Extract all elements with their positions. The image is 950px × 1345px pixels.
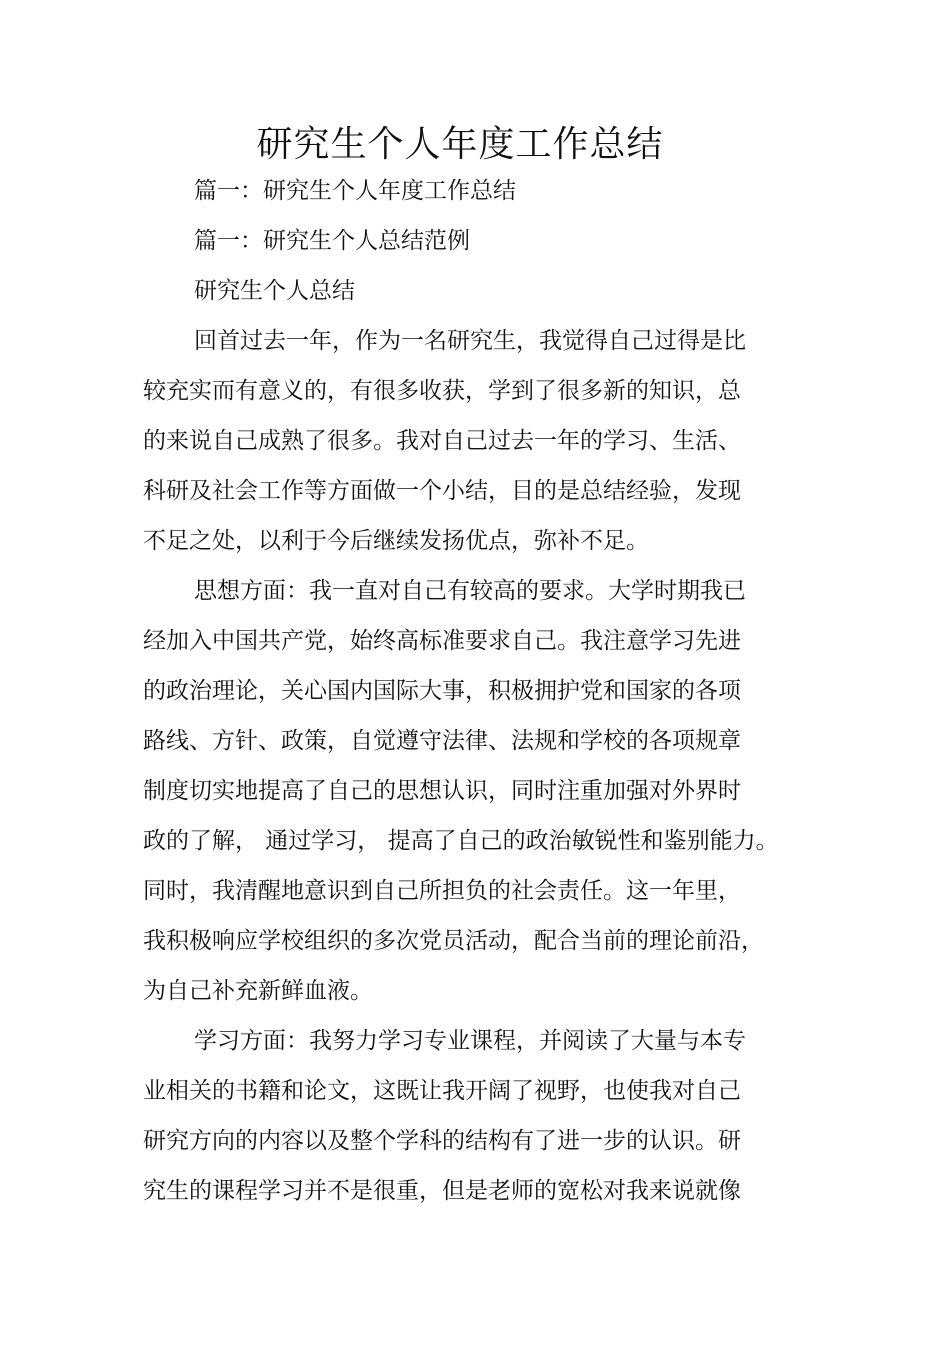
paragraph-line: 学习方面：我努力学习专业课程，并阅读了大量与本专: [194, 1028, 746, 1054]
paragraph-line: 同时，我清醒地意识到自己所担负的社会责任。这一年里，: [143, 878, 741, 904]
paragraph-line: 路线、方针、政策，自觉遵守法律、法规和学校的各项规章: [143, 728, 741, 754]
paragraph-line: 较充实而有意义的，有很多收获，学到了很多新的知识，总: [143, 378, 741, 404]
paragraph-line: 科研及社会工作等方面做一个小结，目的是总结经验，发现: [143, 478, 741, 504]
paragraph-line: 研究方向的内容以及整个学科的结构有了进一步的认识。研: [143, 1128, 741, 1154]
paragraph-line: 思想方面：我一直对自己有较高的要求。大学时期我已: [194, 578, 746, 604]
section-heading-2: 篇一：研究生个人总结范例: [194, 228, 470, 254]
paragraph-line: 的来说自己成熟了很多。我对自己过去一年的学习、生活、: [143, 428, 741, 454]
paragraph-line: 经加入中国共产党，始终高标准要求自己。我注意学习先进: [143, 628, 741, 654]
paragraph-line: 回首过去一年，作为一名研究生，我觉得自己过得是比: [194, 328, 746, 354]
section-heading-3: 研究生个人总结: [194, 278, 355, 304]
paragraph-line: 究生的课程学习并不是很重，但是老师的宽松对我来说就像: [143, 1178, 741, 1204]
paragraph-line: 我积极响应学校组织的多次党员活动，配合当前的理论前沿，: [143, 928, 764, 954]
paragraph-line: 业相关的书籍和论文，这既让我开阔了视野，也使我对自己: [143, 1078, 741, 1104]
paragraph-line: 制度切实地提高了自己的思想认识，同时注重加强对外界时: [143, 778, 741, 804]
paragraph-line: 不足之处，以利于今后继续发扬优点，弥补不足。: [143, 528, 649, 554]
paragraph-line: 的政治理论，关心国内国际大事，积极拥护党和国家的各项: [143, 678, 741, 704]
section-heading-1: 篇一：研究生个人年度工作总结: [194, 178, 516, 204]
paragraph-line: 为自己补充新鲜血液。: [143, 978, 373, 1004]
document-title: 研究生个人年度工作总结: [256, 124, 664, 165]
paragraph-line: 政的了解， 通过学习， 提高了自己的政治敏锐性和鉴别能力。: [143, 828, 779, 854]
